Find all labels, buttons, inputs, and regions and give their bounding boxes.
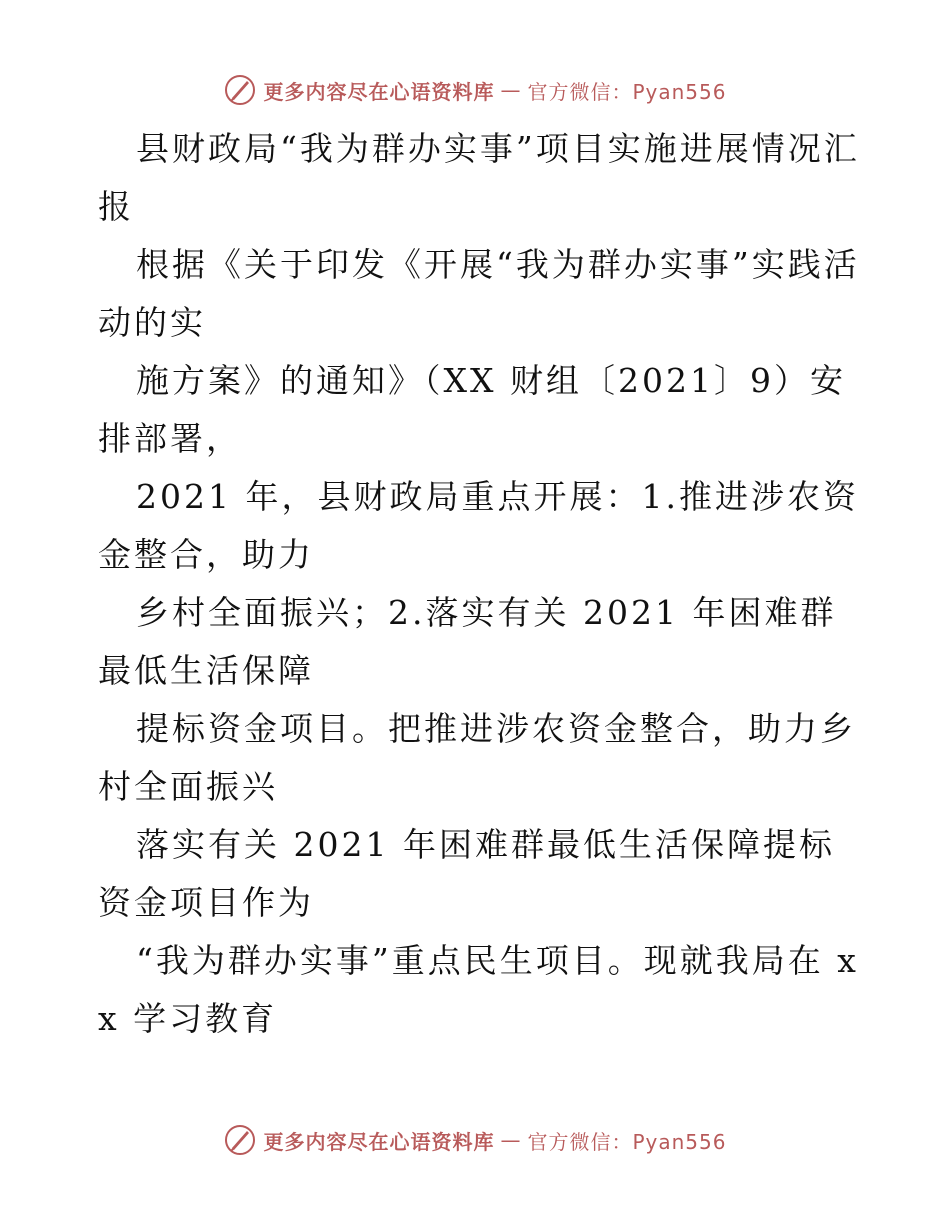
document-body: [98, 120, 868, 1048]
footer-watermark: [0, 1120, 950, 1160]
watermark-separator: —: [500, 78, 522, 102]
watermark-text: 更多内容尽在心语资料库: [263, 79, 495, 104]
quill-logo-icon: [223, 1123, 257, 1157]
paragraph: 施方案》的通知》（XX 财组〔2021〕9）安排部署，: [98, 361, 846, 458]
header-watermark: [0, 70, 950, 110]
paragraph-title: 县财政局“我为群办实事”项目实施进展情况汇报: [98, 129, 860, 226]
paragraph: 落实有关 2021 年困难群最低生活保障提标资金项目作为: [98, 825, 835, 922]
watermark-separator: —: [500, 1128, 522, 1152]
paragraph: 根据《关于印发《开展“我为群办实事”实践活动的实: [98, 245, 860, 342]
paragraph: 2021 年，县财政局重点开展：1.推进涉农资金整合，助力: [98, 477, 859, 574]
watermark-wechat: 官方微信：Pyan556: [527, 1129, 727, 1154]
watermark-wechat: 官方微信：Pyan556: [527, 79, 727, 104]
watermark-text: 更多内容尽在心语资料库: [263, 1129, 495, 1154]
paragraph: 乡村全面振兴；2.落实有关 2021 年困难群最低生活保障: [98, 593, 837, 690]
paragraph: “我为群办实事”重点民生项目。现就我局在 xx 学习教育: [98, 941, 859, 1038]
paragraph: 提标资金项目。把推进涉农资金整合，助力乡村全面振兴: [98, 709, 856, 806]
quill-logo-icon: [223, 73, 257, 107]
